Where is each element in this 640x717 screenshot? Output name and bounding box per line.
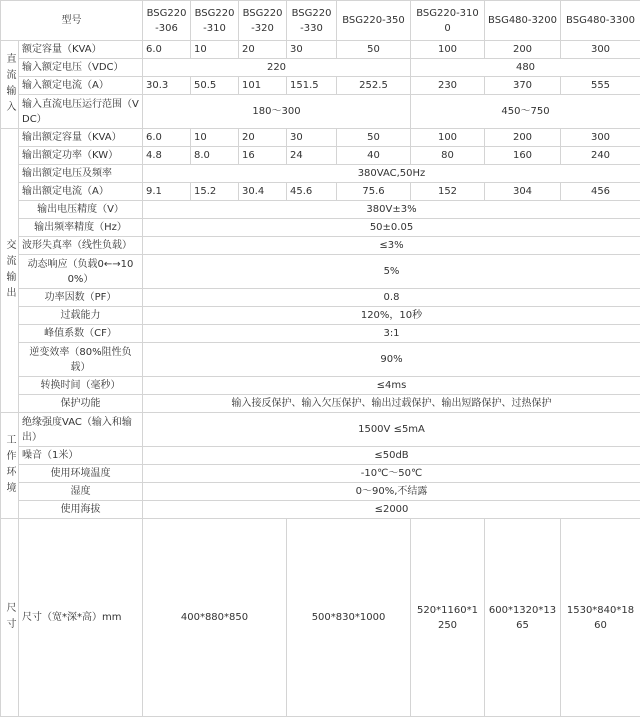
value-cell: 75.6	[337, 183, 411, 201]
table-row	[1, 289, 640, 307]
value-cell: 30	[287, 41, 337, 59]
value-cell: 120%，10秒	[143, 307, 640, 325]
value-cell: 50±0.05	[143, 219, 640, 237]
row-label: 输出频率精度（Hz）	[19, 219, 143, 237]
value-cell: 30.3	[143, 77, 191, 95]
model-cell: BSG220-3100	[411, 1, 485, 41]
value-cell: 30	[287, 129, 337, 147]
table-row	[1, 165, 640, 183]
table-row	[1, 465, 640, 483]
value-cell: 输入接反保护、输入欠压保护、输出过载保护、输出短路保护、过热保护	[143, 395, 640, 413]
value-cell: 40	[337, 147, 411, 165]
group-label-ac-output: 交流输出	[1, 129, 19, 413]
row-label: 输入额定电压（VDC）	[19, 59, 143, 77]
value-cell: 240	[561, 147, 640, 165]
value-cell: 151.5	[287, 77, 337, 95]
table-row	[1, 377, 640, 395]
value-cell: 480	[411, 59, 640, 77]
value-cell: 300	[561, 129, 640, 147]
table-row	[1, 237, 640, 255]
row-label: 波形失真率（线性负载）	[19, 237, 143, 255]
model-cell: BSG220-350	[337, 1, 411, 41]
value-cell: 100	[411, 129, 485, 147]
value-cell: 220	[143, 59, 411, 77]
value-cell: ≤2000	[143, 501, 640, 519]
value-cell: 8.0	[191, 147, 239, 165]
value-cell: 152	[411, 183, 485, 201]
value-cell: ≤4ms	[143, 377, 640, 395]
row-label: 尺寸（宽*深*高）mm	[19, 519, 143, 717]
row-label: 动态响应（负载0←→100%）	[19, 255, 143, 289]
value-cell: 4.8	[143, 147, 191, 165]
value-cell: 101	[239, 77, 287, 95]
value-cell: 0～90%,不结露	[143, 483, 640, 501]
value-cell: 20	[239, 41, 287, 59]
value-cell: 160	[485, 147, 561, 165]
value-cell: 1500V ≤5mA	[143, 413, 640, 447]
row-label: 过载能力	[19, 307, 143, 325]
row-label: 输入直流电压运行范围（VDC）	[19, 95, 143, 129]
row-label: 噪音（1米）	[19, 447, 143, 465]
row-label: 使用环境温度	[19, 465, 143, 483]
value-cell: ≤50dB	[143, 447, 640, 465]
model-header: 型号	[1, 1, 143, 41]
value-cell: 200	[485, 129, 561, 147]
row-label: 峰值系数（CF）	[19, 325, 143, 343]
value-cell: 16	[239, 147, 287, 165]
table-row	[1, 77, 640, 95]
value-cell: 30.4	[239, 183, 287, 201]
value-cell: 600*1320*1365	[485, 519, 561, 717]
value-cell: 9.1	[143, 183, 191, 201]
row-label: 保护功能	[19, 395, 143, 413]
model-cell: BSG480-3300	[561, 1, 640, 41]
table-row	[1, 183, 640, 201]
table-row	[1, 41, 640, 59]
model-cell: BSG220-320	[239, 1, 287, 41]
value-cell: 400*880*850	[143, 519, 287, 717]
model-cell: BSG220-330	[287, 1, 337, 41]
value-cell: 500*830*1000	[287, 519, 411, 717]
value-cell: -10℃～50℃	[143, 465, 640, 483]
model-cell: BSG220-310	[191, 1, 239, 41]
value-cell: 304	[485, 183, 561, 201]
value-cell: 6.0	[143, 129, 191, 147]
row-label: 输入额定电流（A）	[19, 77, 143, 95]
table-row	[1, 201, 640, 219]
row-label: 输出额定电流（A）	[19, 183, 143, 201]
value-cell: 380V±3%	[143, 201, 640, 219]
row-label: 使用海拔	[19, 501, 143, 519]
header-row	[1, 1, 640, 41]
table-row	[1, 483, 640, 501]
value-cell: 20	[239, 129, 287, 147]
table-row	[1, 307, 640, 325]
value-cell: 180～300	[143, 95, 411, 129]
table-row	[1, 519, 640, 717]
row-label: 逆变效率（80%阻性负载）	[19, 343, 143, 377]
group-label-size: 尺寸	[1, 519, 19, 717]
value-cell: 1530*840*1860	[561, 519, 640, 717]
table-row	[1, 59, 640, 77]
value-cell: 100	[411, 41, 485, 59]
value-cell: 45.6	[287, 183, 337, 201]
value-cell: 24	[287, 147, 337, 165]
table-row	[1, 219, 640, 237]
value-cell: 456	[561, 183, 640, 201]
value-cell: 50.5	[191, 77, 239, 95]
row-label: 绝缘强度VAC（输入和输出）	[19, 413, 143, 447]
table-row	[1, 447, 640, 465]
value-cell: 520*1160*1250	[411, 519, 485, 717]
row-label: 转换时间（毫秒）	[19, 377, 143, 395]
value-cell: ≤3%	[143, 237, 640, 255]
row-label: 功率因数（PF）	[19, 289, 143, 307]
value-cell: 5%	[143, 255, 640, 289]
table-row	[1, 395, 640, 413]
model-cell: BSG220-306	[143, 1, 191, 41]
table-row	[1, 255, 640, 289]
value-cell: 10	[191, 41, 239, 59]
group-label-environment: 工作环境	[1, 413, 19, 519]
value-cell: 300	[561, 41, 640, 59]
value-cell: 555	[561, 77, 640, 95]
table-row	[1, 343, 640, 377]
value-cell: 15.2	[191, 183, 239, 201]
value-cell: 90%	[143, 343, 640, 377]
value-cell: 230	[411, 77, 485, 95]
table-row	[1, 501, 640, 519]
model-cell: BSG480-3200	[485, 1, 561, 41]
row-label: 湿度	[19, 483, 143, 501]
table-row	[1, 129, 640, 147]
value-cell: 450～750	[411, 95, 640, 129]
value-cell: 10	[191, 129, 239, 147]
value-cell: 370	[485, 77, 561, 95]
row-label: 额定容量（KVA）	[19, 41, 143, 59]
row-label: 输出额定电压及频率	[19, 165, 143, 183]
value-cell: 50	[337, 41, 411, 59]
group-label-dc-input: 直流输入	[1, 41, 19, 129]
value-cell: 200	[485, 41, 561, 59]
row-label: 输出电压精度（V）	[19, 201, 143, 219]
table-row	[1, 147, 640, 165]
value-cell: 50	[337, 129, 411, 147]
table-row	[1, 325, 640, 343]
value-cell: 6.0	[143, 41, 191, 59]
table-row	[1, 413, 640, 447]
value-cell: 3:1	[143, 325, 640, 343]
value-cell: 380VAC,50Hz	[143, 165, 640, 183]
table-row	[1, 95, 640, 129]
row-label: 输出额定功率（KW）	[19, 147, 143, 165]
value-cell: 252.5	[337, 77, 411, 95]
value-cell: 80	[411, 147, 485, 165]
row-label: 输出额定容量（KVA）	[19, 129, 143, 147]
value-cell: 0.8	[143, 289, 640, 307]
